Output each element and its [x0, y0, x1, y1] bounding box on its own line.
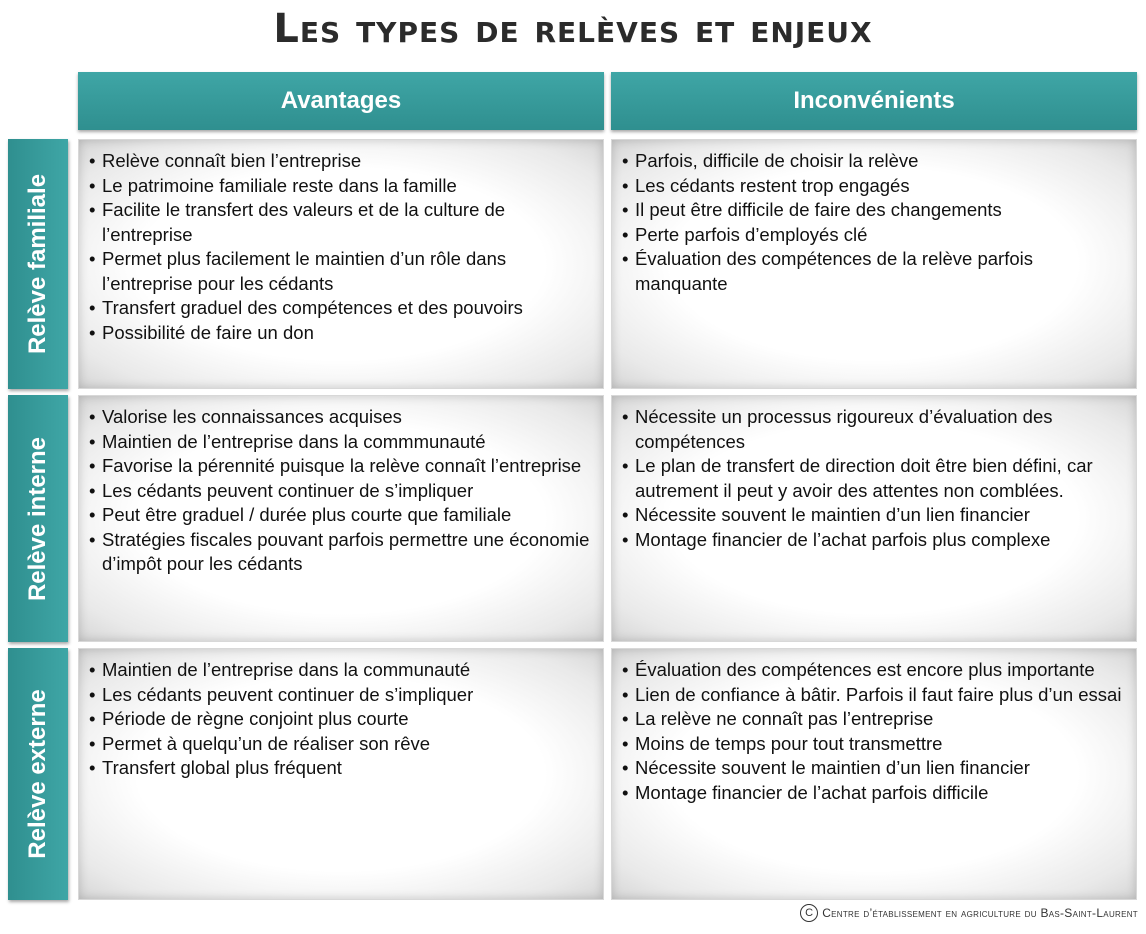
footer-text: Centre d’établissement en agriculture du Bas-Saint-Laurent	[822, 906, 1138, 920]
cell-externe-disadvantages	[611, 648, 1137, 900]
list-item: • Peut être graduel / durée plus courte que familiale	[89, 503, 591, 528]
advantages-list	[89, 658, 591, 781]
copyright-footer	[800, 904, 1138, 922]
list-item: • Montage financier de l’achat parfois plus complexe	[622, 528, 1124, 553]
list-item: • Nécessite souvent le maintien d’un lien financier	[622, 756, 1124, 781]
cell-interne-advantages	[78, 395, 604, 642]
row-label: Relève interne	[24, 436, 51, 601]
list-item: • Lien de confiance à bâtir. Parfois il faut faire plus d’un essai	[622, 683, 1124, 708]
list-item: • Les cédants peuvent continuer de s’impliquer	[89, 683, 591, 708]
list-item: • Les cédants peuvent continuer de s’impliquer	[89, 479, 591, 504]
cell-interne-disadvantages	[611, 395, 1137, 642]
list-item: • Maintien de l’entreprise dans la commmunauté	[89, 430, 591, 455]
list-item: • Moins de temps pour tout transmettre	[622, 732, 1124, 757]
list-item: • Évaluation des compétences de la relève parfois manquante	[622, 247, 1124, 296]
list-item: • Permet à quelqu’un de réaliser son rêve	[89, 732, 591, 757]
row-label: Relève externe	[24, 689, 51, 859]
page-title: Les types de relèves et enjeux	[273, 6, 873, 52]
list-item: • Transfert graduel des compétences et des pouvoirs	[89, 296, 591, 321]
copyright-icon: C	[800, 904, 818, 922]
column-header-disadvantages: Inconvénients	[611, 72, 1137, 130]
list-item: • Parfois, difficile de choisir la relève	[622, 149, 1124, 174]
row-header-familiale	[8, 139, 68, 389]
cell-familiale-advantages	[78, 139, 604, 389]
list-item: • La relève ne connaît pas l’entreprise	[622, 707, 1124, 732]
list-item: • Permet plus facilement le maintien d’un rôle dans l’entreprise pour les cédants	[89, 247, 591, 296]
list-item: • Transfert global plus fréquent	[89, 756, 591, 781]
row-header-interne	[8, 395, 68, 642]
list-item: • Le patrimoine familiale reste dans la famille	[89, 174, 591, 199]
row-header-externe	[8, 648, 68, 900]
cell-externe-advantages	[78, 648, 604, 900]
list-item: • Nécessite souvent le maintien d’un lien financier	[622, 503, 1124, 528]
column-header-advantages: Avantages	[78, 72, 604, 130]
list-item: • Maintien de l’entreprise dans la communauté	[89, 658, 591, 683]
list-item: • Valorise les connaissances acquises	[89, 405, 591, 430]
list-item: • Évaluation des compétences est encore plus importante	[622, 658, 1124, 683]
list-item: • Le plan de transfert de direction doit être bien défini, car autrement il peut y avoir des attentes non comblées.	[622, 454, 1124, 503]
disadvantages-list	[622, 405, 1124, 552]
list-item: • Période de règne conjoint plus courte	[89, 707, 591, 732]
list-item: • Perte parfois d’employés clé	[622, 223, 1124, 248]
list-item: • Montage financier de l’achat parfois difficile	[622, 781, 1124, 806]
list-item: • Possibilité de faire un don	[89, 321, 591, 346]
list-item: • Favorise la pérennité puisque la relève connaît l’entreprise	[89, 454, 591, 479]
list-item: • Relève connaît bien l’entreprise	[89, 149, 591, 174]
row-label: Relève familiale	[24, 173, 51, 355]
list-item: • Il peut être difficile de faire des changements	[622, 198, 1124, 223]
disadvantages-list	[622, 658, 1124, 805]
list-item: • Nécessite un processus rigoureux d’évaluation des compétences	[622, 405, 1124, 454]
disadvantages-list	[622, 149, 1124, 296]
list-item: • Stratégies fiscales pouvant parfois permettre une économie d’impôt pour les cédants	[89, 528, 591, 577]
cell-familiale-disadvantages	[611, 139, 1137, 389]
list-item: • Les cédants restent trop engagés	[622, 174, 1124, 199]
advantages-list	[89, 149, 591, 345]
list-item: • Facilite le transfert des valeurs et de la culture de l’entreprise	[89, 198, 591, 247]
advantages-list	[89, 405, 591, 577]
